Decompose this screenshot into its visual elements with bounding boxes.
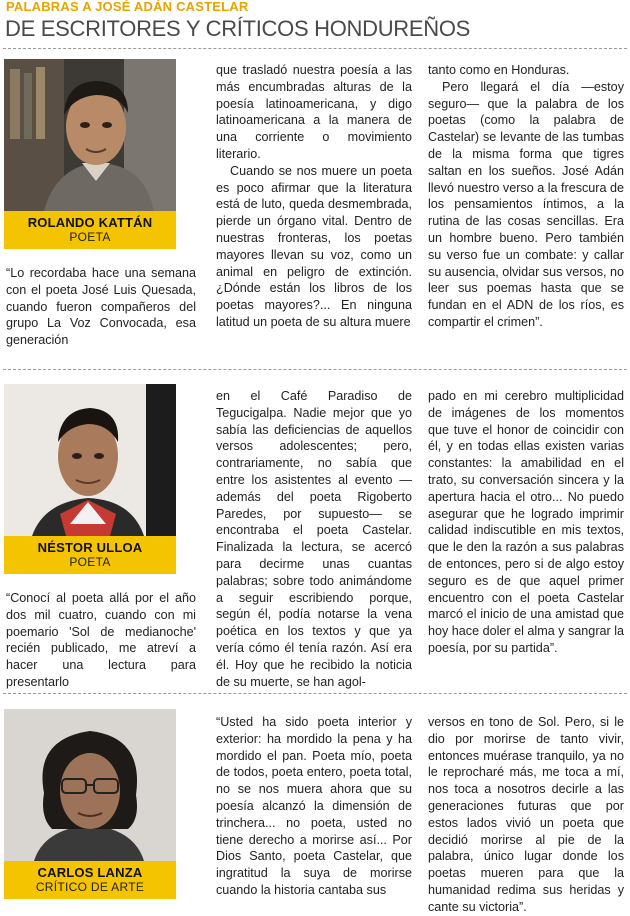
column-1 (6, 590, 196, 689)
paragraph: pado en mi cerebro multiplicidad de imágenes de los momentos que tuve el honor de coincidir con él, y en todas ellas existen varias constantes: la amabilidad en el trato, su conversación sincera y la apertura hacia el otro... No puedo asegurar que he logrado imprimir calidad indiscutible en mis textos, que le den la razón a sus palabras de entonces, pero si de algo estoy seguro es de que aquel primer encuentro con el poeta Castelar marcó el inicio de una amistad que hoy hace doler el alma y sangrar la poesía, por su partida”. (428, 389, 625, 655)
divider (3, 693, 627, 694)
column-3 (428, 714, 624, 914)
portrait-carlos-lanza (4, 709, 176, 861)
divider (3, 48, 627, 49)
author-role: POETA (69, 555, 111, 569)
author-name: ROLANDO KATTÁN (27, 215, 153, 230)
section-kicker: PALABRAS A JOSÉ ADÁN CASTELAR (6, 0, 249, 14)
author-role: POETA (69, 230, 111, 244)
paragraph: Pero llegará el día —estoy seguro— que la palabra de los poetas (como la palabra de Castelar) se levante de las tumbas de la misma forma que tigres saltan en los sueños. José Adán llevó nuestro verso a la frescura de los pensamientos íntimos, a la rutina de las cosas sencillas. Era un hombre bueno. Pero también su verso fue un combate: y callar su ausencia, olvidar sus versos, no leer sus poemas hasta que se fundan en el ADN de los ríos, es compartir el crimen”. (428, 79, 625, 329)
name-caption (4, 861, 176, 899)
quote-intro: “Lo recordaba hace una semana con el poeta José Luis Quesada, cuando fueron compañeros del grupo La Voz Convocada, esa generación (6, 266, 196, 348)
paragraph: que trasladó nuestra poesía a las más encumbradas alturas de la poesía latinoamericana, y digo latinoamericana a la manera de una corriente o movimiento literario. (216, 63, 412, 161)
name-caption (4, 536, 176, 574)
author-role: CRÍTICO DE ARTE (35, 880, 145, 894)
portrait-rolando-kattan (4, 59, 176, 211)
paragraph: versos en tono de Sol. Pero, si le dio por morirse de tanto vivir, entonces muérase tranquilo, ya no le reprocharé más, me toca a mí, nos toca a nosotros decirle a las generaciones futuras que por estos lados vivió un poeta que decidió morirse al pie de la palabra, único lugar donde los poetas mueren para que la humanidad redima sus heridas y cante su victoria”. (428, 715, 624, 914)
divider (3, 369, 627, 370)
portrait-nestor-ulloa (4, 384, 176, 536)
paragraph: Cuando se nos muere un poeta es poco afirmar que la literatura está de luto, queda desmembrada, pierde un órgano vital. Dentro de nuestras fronteras, los poetas mayores llevan su voz, como un animal en peligro de extinción. ¿Dónde están los libros de los poetas mayores?... En ninguna latitud un poeta de su altura muere (216, 163, 412, 329)
name-caption (4, 211, 176, 249)
column-2 (216, 714, 412, 898)
author-name: CARLOS LANZA (37, 865, 143, 880)
quote-intro: “Conocí al poeta allá por el año dos mil cuatro, cuando con mi poemario 'Sol de medianoche' recién publicado, me atreví a hacer una lectura para presentarlo (6, 591, 196, 689)
column-1 (6, 265, 196, 349)
page-headline: DE ESCRITORES Y CRÍTICOS HONDUREÑOS (5, 16, 471, 41)
column-2 (216, 388, 412, 689)
author-name: NÉSTOR ULLOA (37, 540, 143, 555)
column-3 (428, 388, 624, 680)
paragraph: tanto como en Honduras. (428, 63, 570, 77)
paragraph: en el Café Paradiso de Tegucigalpa. Nadie mejor que yo sabía las deficiencias de aquellos versos adolescentes; pero, contrariamente, no sabía que entre los asistentes al evento —además del poeta Rigoberto Paredes, por supuesto— se encontraba el poeta Castelar. Finalizada la lectura, se acercó para decirme unas cuantas palabras; sobre todo animándome a seguir escribiendo porque, según él, podía notarse la vena poética en los textos y que ya vería cómo él tenía razón. Así era él. Hoy que he recibido la noticia de su muerte, se han agol- (216, 389, 412, 689)
column-3 (428, 62, 624, 352)
column-2 (216, 62, 412, 352)
paragraph: “Usted ha sido poeta interior y exterior: ha mordido la pena y ha mordido el pan. Poeta mío, poeta de todos, poeta entero, poeta total, no se nos muera ahora que su poesía alcanzó la dimensión de trinchera... no poeta, usted no tiene derecho a morirse así... Por Dios Santo, poeta Castelar, que ingratitud la suya de morirse cuando la historia cantaba sus (216, 715, 412, 897)
